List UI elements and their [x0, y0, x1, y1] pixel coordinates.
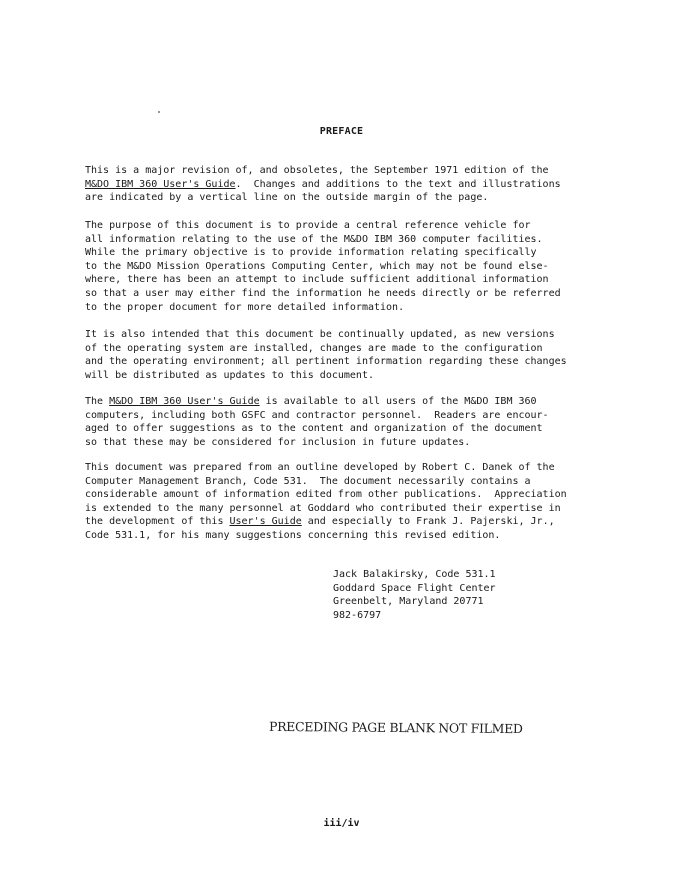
p5-line-4: is extended to the many personnel at Goddard who contributed their expertise in [85, 502, 561, 514]
p5-line-1: This document was prepared from an outline developed by Robert C. Danek of the [85, 462, 555, 473]
p2-line: to the proper document for more detailed information. [85, 301, 405, 313]
p4-line-2: computers, including both GSFC and contractor personnel. Readers are encour- [85, 409, 549, 421]
p5-line-5-pre: the development of this [85, 516, 230, 528]
p4-line-3: aged to offer suggestions as to the content and organization of the document [85, 423, 543, 435]
guide-title-ref: User's Guide [229, 516, 302, 528]
p3-line: It is also intended that this document be continually updated, as new versions [85, 329, 555, 340]
page-number: iii/iv [323, 818, 360, 829]
signature-phone: 982-6797 [333, 609, 382, 621]
p3-line: will be distributed as updates to this document. [85, 369, 374, 381]
signature-address: Greenbelt, Maryland 20771 [333, 596, 484, 608]
p5-line-2: Computer Management Branch, Code 531. The document necessarily contains a [85, 475, 531, 487]
signature-block [333, 568, 496, 622]
p2-line: so that a user may either find the information he needs directly or be referred [85, 287, 561, 299]
page-title: PREFACE [319, 126, 364, 137]
p3-line: and the operating environment; all pertinent information regarding these changes [85, 356, 567, 368]
paragraph-acknowledgements [85, 461, 645, 543]
p5-line-3: considerable amount of information edited from other publications. Appreciation [85, 489, 567, 501]
preceding-page-blank-stamp: PRECEDING PAGE BLANK NOT FILMED [268, 718, 523, 737]
paragraph-purpose [85, 219, 645, 314]
p3-line: of the operating system are installed, changes are made to the configuration [85, 342, 543, 354]
signature-org: Goddard Space Flight Center [333, 582, 496, 594]
p2-line: The purpose of this document is to provide a central reference vehicle for [85, 220, 531, 231]
guide-title-ref: M&DO IBM 360 User's Guide [85, 178, 236, 190]
p4-line-4: so that these may be considered for inclusion in future updates. [85, 436, 471, 448]
scan-speck [158, 111, 160, 113]
paragraph-revision [85, 164, 645, 205]
guide-title-ref: M&DO IBM 360 User's Guide [109, 396, 260, 407]
paragraph-availability [85, 395, 645, 449]
p2-line: all information relating to the use of the M&DO IBM 360 computer facilities. [85, 233, 543, 245]
p5-line-5-post: and especially to Frank J. Pajerski, Jr., [301, 516, 555, 528]
p4-line-1-pre: The [85, 396, 110, 407]
p2-line: While the primary objective is to provide information relating specifically [85, 247, 537, 259]
p5-line-6: Code 531.1, for his many suggestions concerning this revised edition. [85, 529, 501, 541]
p1-line-3: are indicated by a vertical line on the outside margin of the page. [85, 192, 489, 204]
p4-line-1-post: is available to all users of the M&DO IBM 360 [259, 396, 537, 407]
p1-line-1: This is a major revision of, and obsoletes, the September 1971 edition of the [85, 165, 549, 176]
signature-name: Jack Balakirsky, Code 531.1 [333, 569, 496, 580]
p2-line: to the M&DO Mission Operations Computing Center, which may not be found else- [85, 260, 549, 272]
paragraph-updates [85, 328, 645, 382]
p1-line-2-rest: . Changes and additions to the text and illustrations [235, 178, 561, 190]
p2-line: where, there has been an attempt to include sufficient additional information [85, 274, 549, 286]
